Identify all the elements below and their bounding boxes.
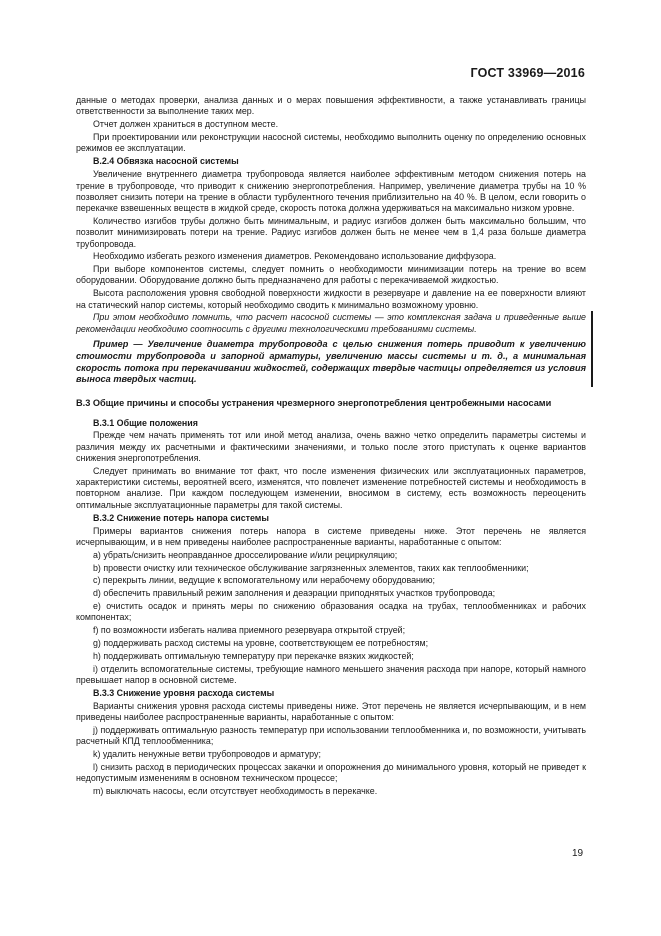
paragraph: При выборе компонентов системы, следует помнить о необходимости минимизации потерь на трение во всем оборудовании. Оборудование должно быть предназначено для работы с перекачиваемой жидкостью. [76, 264, 586, 286]
paragraph: Количество изгибов трубы должно быть минимальным, и радиус изгибов должен быть максимально большим, что позволит минимизировать потери на трение. Радиус изгибов должен быть не менее чем в 1,4 раза больше диаметра трубопровода. [76, 215, 586, 249]
paragraph: m) выключать насосы, если отсутствует необходимость в перекачке. [93, 786, 378, 797]
paragraph: i) отделить вспомогательные системы, требующие намного меньшего значения расхода при напоре, который намного превышает напор в основной системе. [76, 663, 586, 685]
section-heading: В.2.4 Обвязка насосной системы [93, 156, 239, 167]
paragraph: данные о методах проверки, анализа данных и о мерах повышения эффективности, а также устанавливать границы ответственности за выполнение таких мер. [76, 95, 586, 117]
example-note-text: Пример — Увеличение диаметра трубопровода с целью снижения потерь приводит к увеличению стоимости трубопровода и запорной арматуры, увеличению массы системы и т. д., а минимальная скорость потока при перекачивании жидкостей, содержащих твердые частицы определяется из условия выноса твердых частиц. [76, 338, 586, 385]
section-heading: В.3 Общие причины и способы устранения чрезмерного энергопотребления центробежными насосами [76, 398, 552, 409]
document-body [76, 95, 586, 799]
paragraph: k) удалить ненужные ветви трубопроводов и арматуру; [93, 749, 321, 760]
section-heading: В.3.1 Общие положения [93, 417, 198, 428]
paragraph: b) провести очистку или техническое обслуживание загрязненных элементов, таких как теплообменники; [93, 562, 529, 573]
paragraph: j) поддерживать оптимальную разность температур при использовании теплообменника и, по возможности, учитывать расчетный КПД теплообменника; [76, 725, 586, 747]
paragraph: Следует принимать во внимание тот факт, что после изменения физических или эксплуатационных параметров, характеристики системы, вероятней всего, изменятся, что повлечет изменение потребностей системы и необходимость в повторном анализе. При каждом последующем изменении, вносимом в систему, есть возможность переоценить оптимальные эксплуатационные параметры для такой системы. [76, 465, 586, 510]
paragraph: f) по возможности избегать налива приемного резервуара открытой струей; [93, 625, 406, 636]
paragraph: Варианты снижения уровня расхода системы приведены ниже. Этот перечень не является исчерпывающим, и в нем приведены наиболее распространенные варианты, наработанные с опытом: [76, 700, 586, 723]
document-header: ГОСТ 33969—2016 [470, 66, 585, 80]
section-heading: В.3.3 Снижение уровня расхода системы [93, 688, 275, 699]
paragraph: l) снизить расход в периодических процессах закачки и опорожнения до минимального уровня, который не приведет к недопустимым изменениям в основном техническом процессе; [76, 761, 586, 784]
page-number: 19 [572, 848, 584, 859]
paragraph: с) перекрыть линии, ведущие к вспомогательному или нерабочему оборудованию; [93, 575, 435, 586]
paragraph: Отчет должен храниться в доступном месте. [93, 119, 279, 130]
paragraph: g) поддерживать расход системы на уровне, соответствующем ее потребностям; [93, 637, 429, 648]
paragraph: При проектировании или реконструкции насосной системы, необходимо выполнить оценку по определению основных режимов ее эксплуатации. [76, 131, 586, 154]
paragraph: Необходимо избегать резкого изменения диаметров. Рекомендовано использование диффузора. [93, 251, 497, 262]
paragraph: d) обеспечить правильный режим заполнения и деаэрации приподнятых участков трубопровода; [93, 588, 496, 599]
change-marker-bar [591, 311, 593, 387]
paragraph: Увеличение внутреннего диаметра трубопровода является наиболее эффективным методом снижения потерь на трение в трубопроводе, что приводит к снижению энергопотребления. Например, увеличение диаметра трубы на 10 % позволяет снизить потери на трение в области турбулентного течения приблизительно на 40 %. В целом, если говорить о перекачке взвешенных веществ в жидкой среде, скорость потока должна удерживаться на максимально низком уровне. [76, 169, 586, 214]
paragraph: Высота расположения уровня свободной поверхности жидкости в резервуаре и давление на ее поверхности влияют на статический напор системы, который необходимо сводить к минимально возможному уровню. [76, 288, 586, 310]
paragraph: h) поддерживать оптимальную температуру при перекачке вязких жидкостей; [93, 650, 414, 661]
paragraph: е) очистить осадок и принять меры по снижению образования осадка на трубах, теплообменниках и рабочих компонентах; [76, 601, 586, 623]
section-heading: В.3.2 Снижение потерь напора системы [93, 513, 269, 523]
paragraph: Прежде чем начать применять тот или иной метод анализа, очень важно четко определить параметры системы и различия между их расчетными и фактическими значениями, и только после этого приступать к оценке вариантов снижения энергопотребления. [76, 430, 586, 464]
italic-paragraph: При этом необходимо помнить, что расчет насосной системы — это комплексная задача и приведенные выше рекомендации необходимо соотносить с другими технологическими требованиями системы. [76, 312, 586, 334]
example-note [76, 339, 586, 386]
paragraph: Примеры вариантов снижения потерь напора в системе приведены ниже. Этот перечень не является исчерпывающим, и в нем приведены наиболее распространенные варианты, наработанные с опытом: [76, 525, 586, 548]
paragraph: а) убрать/снизить неоправданное дросселирование и/или рециркуляцию; [93, 549, 398, 560]
